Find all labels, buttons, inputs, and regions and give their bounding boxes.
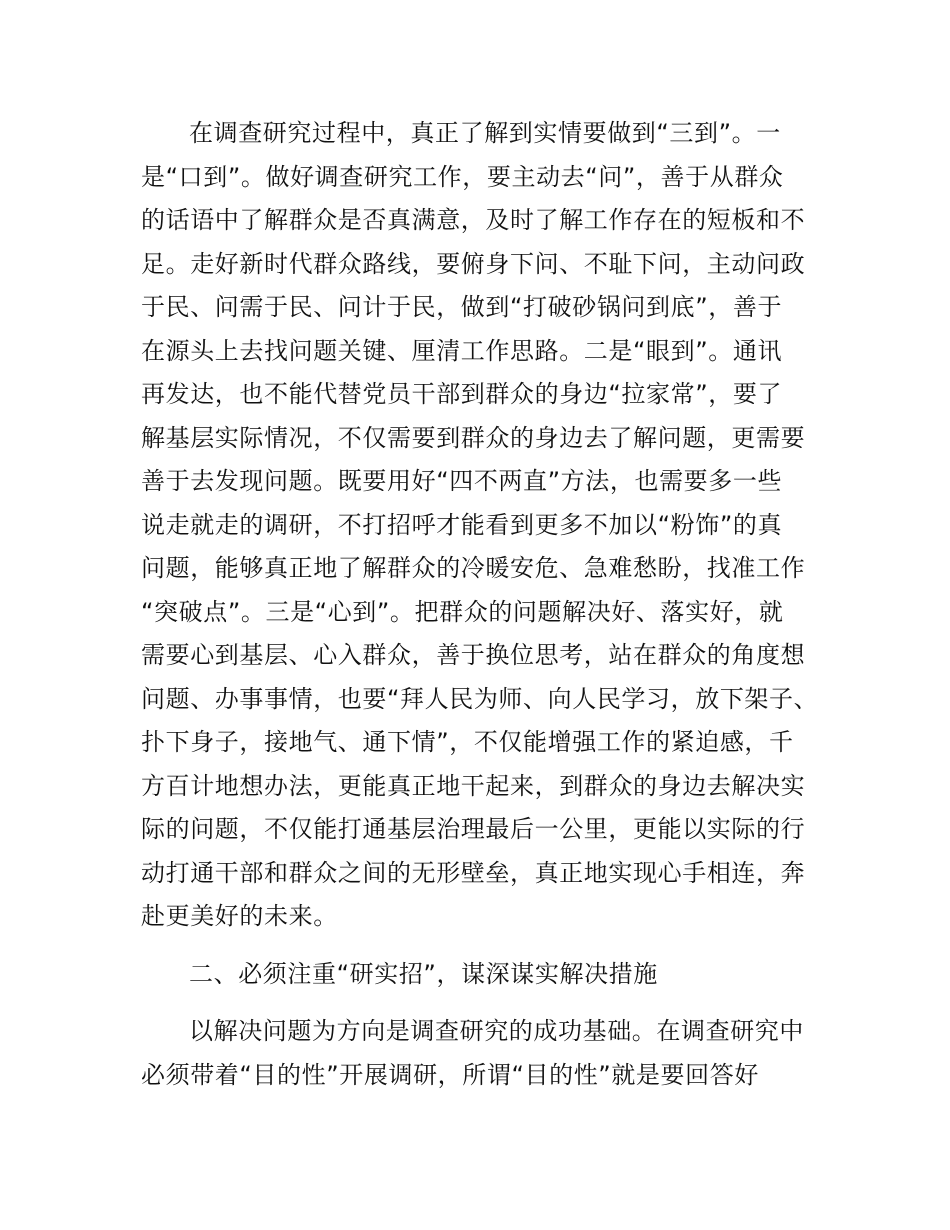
heading-line: 二、必须注重“研实招”，谋深谋实解决措施 — [189, 959, 658, 988]
document-body — [141, 112, 831, 1097]
text-line: 赴更美好的未来。 — [141, 902, 338, 930]
text-line: 扑下身子，接地气、通下情”，不仅能增强工作的紧迫感，千 — [141, 728, 794, 756]
text-line: “突破点”。三是“心到”。把群众的问题解决好、落实好，就 — [141, 597, 784, 626]
text-line: 动打通干部和群众之间的无形壁垒，真正地实现心手相连，奔 — [141, 858, 806, 887]
text-line: 的话语中了解群众是否真满意，及时了解工作存在的短板和不 — [141, 206, 806, 234]
text-line: 善于去发现问题。既要用好“四不两直”方法，也需要多一些 — [141, 467, 783, 495]
section-heading — [141, 953, 831, 997]
text-line: 方百计地想办法，更能真正地干起来，到群众的身边去解决实 — [141, 771, 806, 800]
text-line: 际的问题，不仅能打通基层治理最后一公里，更能以实际的行 — [141, 815, 806, 843]
text-line: 必须带着“目的性”开展调研，所谓“目的性”就是要回答好 — [141, 1060, 759, 1089]
paragraph-gap — [141, 939, 831, 953]
text-line: 在调查研究过程中，真正了解到实情要做到“三到”。一 — [189, 119, 781, 147]
text-line: 足。走好新时代群众路线，要俯身下问、不耻下问，主动问政 — [141, 249, 806, 278]
text-line: 是“口到”。做好调查研究工作，要主动去“问”，善于从群众 — [141, 162, 784, 191]
paragraph-gap — [141, 996, 831, 1010]
paragraph-solve-problems — [141, 1010, 831, 1097]
paragraph-three-arrivals — [141, 112, 831, 939]
text-line: 再发达，也不能代替党员干部到群众的身边“拉家常”，要了 — [141, 380, 783, 408]
text-line: 解基层实际情况，不仅需要到群众的身边去了解问题，更需要 — [141, 423, 806, 452]
text-line: 在源头上去找问题关键、厘清工作思路。二是“眼到”。通讯 — [141, 336, 783, 365]
text-line: 问题、办事事情，也要“拜人民为师、向人民学习，放下架子、 — [141, 684, 819, 713]
text-line: 以解决问题为方向是调查研究的成功基础。在调查研究中 — [189, 1017, 804, 1045]
text-line: 需要心到基层、心入群众，善于换位思考，站在群众的角度想 — [141, 641, 806, 669]
text-line: 于民、问需于民、问计于民，做到“打破砂锅问到底”，善于 — [141, 293, 783, 321]
text-line: 说走就走的调研，不打招呼才能看到更多不加以“粉饰”的真 — [141, 510, 783, 539]
text-line: 问题，能够真正地了解群众的冷暖安危、急难愁盼，找准工作 — [141, 554, 806, 582]
